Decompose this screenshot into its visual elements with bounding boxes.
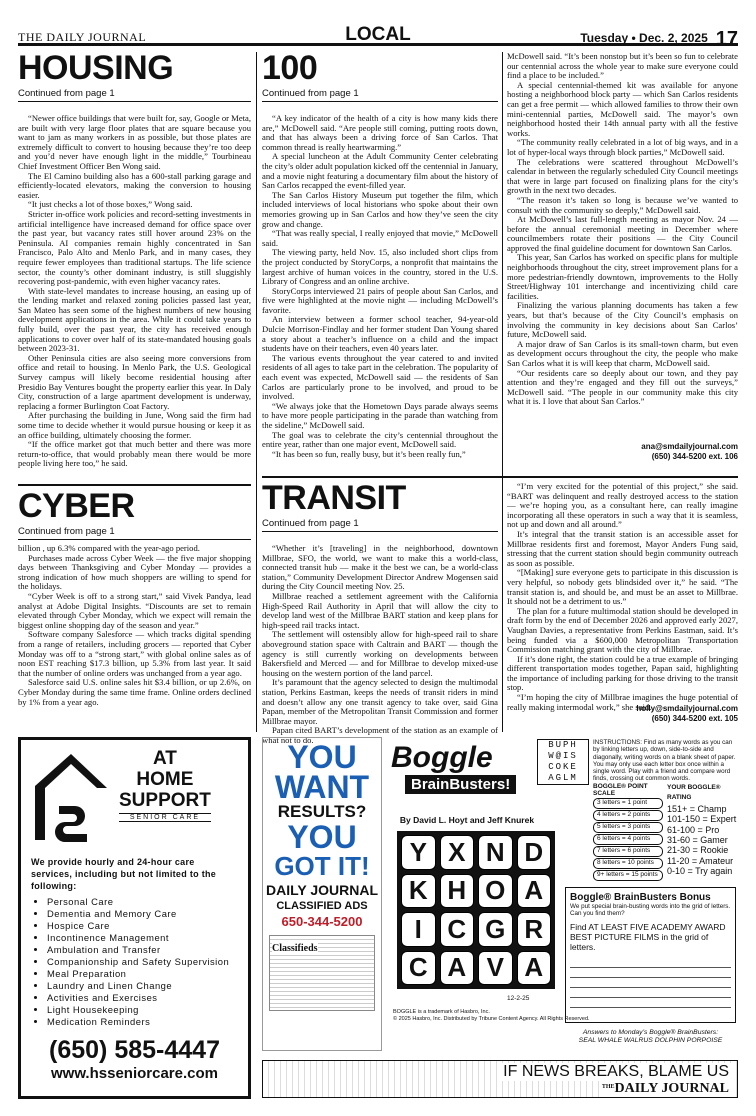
grid-row: AGLM bbox=[548, 773, 578, 783]
paragraph: StoryCorps interviewed 21 pairs of people about San Carlos, and five were highlighted at the movie night — including McDowell’s favorite. bbox=[262, 285, 498, 315]
paragraph: The viewing party, held Nov. 15, also included short clips from the project conducted by StoryCorps, a nonprofit that maintains the largest archive of human voices in the country, stored in the U.S. Library of Congress and an online archive. bbox=[262, 247, 498, 287]
rating-scale bbox=[667, 783, 739, 877]
grid-row: COKE bbox=[548, 762, 578, 772]
centennial-signature bbox=[507, 442, 738, 462]
point-row: 8 letters = 10 points bbox=[593, 858, 663, 869]
centennial-article-continued bbox=[507, 52, 738, 462]
paragraph: The goal was to celebrate the city’s centennial throughout the entire year, rather than one major event, McDowell said. bbox=[262, 429, 498, 450]
rating-row: 101-150 = Expert bbox=[667, 814, 737, 825]
centennial-body bbox=[262, 114, 498, 489]
boggle-byline: By David L. Hoyt and Jeff Knurek bbox=[399, 815, 535, 825]
transit-article bbox=[262, 479, 498, 745]
section-name: LOCAL bbox=[345, 24, 411, 45]
footer-ad-brand bbox=[600, 1081, 731, 1097]
boggle-bonus bbox=[565, 887, 736, 1023]
ad-line: GOT IT! bbox=[274, 851, 370, 881]
boggle-letter: V bbox=[478, 951, 513, 986]
transit-continued: Continued from page 1 bbox=[262, 518, 359, 529]
transit-article-continued bbox=[507, 482, 738, 724]
divider bbox=[262, 476, 738, 478]
transit-headline: TRANSIT bbox=[262, 479, 406, 517]
transit-body bbox=[262, 543, 498, 745]
ad-brand-line: AT bbox=[152, 748, 177, 769]
senior-care-ad[interactable] bbox=[18, 737, 251, 1099]
trademark: BOGGLE is a trademark of Hasbro, Inc. bbox=[393, 1009, 490, 1015]
paragraph: A major draw of San Carlos is its small-town charm, but even as development occurs throughout the city, the people who make San Carlos what it is will keep that charm, McDowell said. bbox=[507, 338, 738, 368]
paragraph: “Cyber Week is off to a strong start,” said Vivek Pandya, lead analyst at Adobe Digital Insights. “Discounts are set to remain elevated through Cyber Monday, which we expect will remain the biggest online shopping day of the season and year.” bbox=[18, 590, 251, 630]
paragraph: If it’s done right, the station could be a true example of bringing different transportation modes together, Papan said, highlighting the importance of including parking for those driving to the transit stop. bbox=[507, 653, 738, 693]
centennial-body-2 bbox=[507, 52, 738, 430]
paragraph: A special luncheon at the Adult Community Center celebrating the city’s older adult population kicked off the centennial in January, and a movie night featuring a documentary film about the history of San Carlos recapped the event-filled year. bbox=[262, 151, 498, 191]
copyright: © 2025 Hasbro, Inc. Distributed by Tribune Content Agency. All Rights Reserved. bbox=[393, 1016, 590, 1022]
paragraph: “We always joke that the Hometown Days parade always seems to have more people participating in the parade than watching from the sideline,” McDowell said. bbox=[262, 400, 498, 430]
divider bbox=[18, 484, 251, 486]
list-item: • Hospice Care bbox=[47, 920, 238, 932]
footer-ad-tagline: IF NEWS BREAKS, BLAME US bbox=[503, 1063, 729, 1080]
list-item: • Dementia and Memory Care bbox=[47, 908, 238, 920]
ad-brand-line: HOME bbox=[136, 769, 194, 790]
boggle-letter: G bbox=[478, 912, 513, 947]
rating-row: 31-60 = Gamer bbox=[667, 835, 728, 846]
rating-row: 21-30 = Rookie bbox=[667, 845, 729, 856]
housing-article bbox=[18, 49, 251, 489]
rating-row: 0-10 = Try again bbox=[667, 866, 733, 877]
ad-website[interactable]: www.hsseniorcare.com bbox=[50, 1065, 218, 1082]
rating-head: YOUR BOGGLE® RATING bbox=[667, 784, 721, 802]
ad-line: YOU bbox=[287, 739, 357, 775]
paragraph: “If the office market got that much better and there was more return-to-office, that would probably mean there would be more people living here too,” he said. bbox=[18, 439, 251, 469]
paragraph: This year, San Carlos has worked on specific plans for multiple neighborhoods throughout the city, street improvement plans for a more pedestrian-friendly downtown, improvements to the Holly Street/Highway 101 interchange and incentivizing child care facilities. bbox=[507, 252, 738, 301]
paragraph: After purchasing the building in June, Wong said the firm had some time to decide whether it would pursue housing or keep it as an office building, ultimately choosing the former. bbox=[18, 410, 251, 440]
author-phone: (650) 344-5200 ext. 106 bbox=[651, 452, 738, 461]
page-header bbox=[18, 10, 738, 50]
author-phone: (650) 344-5200 ext. 105 bbox=[651, 714, 738, 723]
paragraph: It’s integral that the transit station is an accessible asset for Millbrae residents first and foremost, Mayor Anders Fung said, stressing that the current station should begin community outreach as soon as possible. bbox=[507, 528, 738, 568]
centennial-article bbox=[262, 49, 498, 489]
paragraph: Stricter in-office work policies and record-setting investments in artificial intelligence have increased demand for office space over the past year, but vacancy rates still hover around 23% on the Peninsula. AI companies remain highly concentrated in San Francisco, Palo Alto and Menlo Park, and in many cases, they require fewer employees than traditional startups. The life science sector, the county’s other dominant industry, is still sluggishly recovering post-pandemic, with even higher vacancy rates. bbox=[18, 208, 251, 287]
ad-intro: We provide hourly and 24-hour care services, including but not limited to the following: bbox=[31, 857, 217, 891]
house-logo-icon bbox=[31, 748, 111, 848]
column-rule bbox=[502, 52, 503, 732]
paragraph: Finalizing the various planning documents has taken a few years, but that’s because of the City Council’s emphasis on involving the community in key decisions about San Carlos’ future, McDowell said. bbox=[507, 300, 738, 340]
ad-phone[interactable]: (650) 585-4447 bbox=[49, 1036, 220, 1064]
paragraph: “A key indicator of the health of a city is how many kids there are,” McDowell said. “Are people still coming, putting roots down, and that has always been a driving force of San Carlos. That common thread is really heartwarming.” bbox=[262, 113, 498, 152]
paragraph: The settlement will ostensibly allow for high-speed rail to share aboveground station space with Caltrain and BART — though the agency is still currently working on developments between Bakersfield and Merced — and for Millbrae to develop mixed-use housing on the western portion of the land parcel. bbox=[262, 629, 498, 678]
paragraph: Purchases made across Cyber Week — the five major shopping days between Thanksgiving and Cyber Monday — provides a strong indication of how much shoppers are willing to spend for the holidays. bbox=[18, 552, 251, 592]
paragraph: Salesforce said U.S. online sales hit $3.4 billion, or up 2.6%, on Cyber Monday during the same time frame. Online orders declined by 1% from a year ago. bbox=[18, 677, 251, 707]
cyber-body bbox=[18, 544, 251, 736]
brand-name: DAILY JOURNAL bbox=[614, 1081, 729, 1096]
paragraph: “Our residents care so deeply about our town, and they pay attention and they’re engaged and they fill out the surveys,” McDowell said. “The people in our community make this city what it is. I love that about San Carlos.” bbox=[507, 367, 738, 407]
ad-brand-line: SUPPORT bbox=[119, 790, 211, 811]
paragraph: The plan for a future multimodal station should be developed in draft form by the end of December 2026 and approved early 2027, Vaughan Davies, a representative from Perkins Eastman, said. It’s being funded via a $600,000 Metropolitan Transportation Commission matching grant with the city of Millbrae. bbox=[507, 605, 738, 655]
boggle-date: 12-2-25 bbox=[507, 995, 530, 1002]
ad-phone: 650-344-5200 bbox=[281, 914, 363, 929]
boggle-legal bbox=[393, 1009, 590, 1023]
answers-list: SEAL WHALE WALRUS DOLPHIN PORPOISE bbox=[578, 1037, 723, 1044]
list-item: • Activities and Exercises bbox=[47, 992, 238, 1004]
paper-name: THE DAILY JOURNAL bbox=[18, 30, 147, 44]
paragraph: It’s paramount that the agency selected to design the multimodal station, Perkins Eastman, keeps the needs of transit riders in mind and doesn’t allow any one transit agency to take over, said Gina Papan, member of the Metropolitan Transit Commission and former Millbrae mayor. bbox=[262, 677, 498, 726]
rating-row: 151+ = Champ bbox=[667, 803, 727, 814]
cyber-continued: Continued from page 1 bbox=[18, 526, 115, 537]
boggle-mini-grid bbox=[537, 739, 589, 785]
list-item: • Laundry and Linen Change bbox=[47, 980, 238, 992]
classified-thumbnail bbox=[269, 935, 375, 1011]
boggle-letter: H bbox=[440, 874, 475, 909]
boggle-letter: D bbox=[517, 835, 552, 870]
ad-brand-tagline: SENIOR CARE bbox=[119, 813, 211, 822]
author-email[interactable]: ana@smdailyjournal.com bbox=[641, 442, 738, 451]
point-scale-head: BOGGLE® POINT SCALE bbox=[593, 783, 648, 797]
paragraph: Software company Salesforce — which tracks digital spending from a range of retailers, including grocers — reported that Cyber Monday was off to a “strong start,” with global online sales as of noon EST reaching $17.3 billion, up 5.3% from last year. It said that the number of online orders was unchanged from a year ago. bbox=[18, 629, 251, 678]
housing-body bbox=[18, 114, 251, 489]
boggle-logo-text: Boggle bbox=[391, 741, 493, 774]
answers-head: Answers to Monday’s Boggle® BrainBusters: bbox=[582, 1029, 719, 1036]
rating-row: 61-100 = Pro bbox=[667, 824, 720, 835]
boggle-letter: A bbox=[440, 951, 475, 986]
ad-services-list bbox=[47, 896, 238, 1028]
paragraph: The various events throughout the year catered to and invited residents of all ages to take part in the celebration. The popularity of each event was expected, McDowell said — the residents of San Carlos are particularly prone to be involved, and proud to be involved. bbox=[262, 352, 498, 402]
grid-row: BUPH bbox=[548, 740, 578, 750]
point-row: 9+ letters = 15 points bbox=[593, 870, 663, 881]
paragraph: “[Making] sure everyone gets to participate in this discussion is very helpful, so nobody gets blindsided over it,” he said. “The transit station is, and should be, and must be an asset to Millbrae. It should not be a detriment to us.” bbox=[507, 567, 738, 607]
paragraph: “Newer office buildings that were built for, say, Google or Meta, are built with very large floor plates that are square because you want to jam as many workers in as possible, but those plates are extremely difficult to convert to housing because they’re too deep and you’d never have enough light in the middle,” Tourbineau Chief Investment Officer Ben Wong said. bbox=[18, 113, 251, 171]
list-item: • Medication Reminders bbox=[47, 1016, 238, 1028]
boggle-letter: C bbox=[440, 912, 475, 947]
cyber-article bbox=[18, 487, 251, 736]
ad-line: WANT bbox=[274, 769, 370, 805]
housing-headline: HOUSING bbox=[18, 49, 174, 87]
paragraph: “The reason it’s taken so long is because we’ve wanted to consult with the community so deeply,” McDowell said. bbox=[507, 194, 738, 215]
list-item: • Ambulation and Transfer bbox=[47, 944, 238, 956]
brand-the: THE bbox=[601, 1084, 615, 1090]
boggle-letter: I bbox=[401, 912, 436, 947]
boggle-letter: C bbox=[401, 951, 436, 986]
point-row: 7 letters = 6 points bbox=[593, 846, 663, 857]
paragraph: A special centennial-themed kit was available for anyone hosting a neighborhood block party — which San Carlos residents can get a free permit — which allowed families to throw their own mini-centennial parties, McDowell said. The mayor’s own neighborhood hosted their 14th annual party with all the festive works. bbox=[507, 79, 738, 138]
list-item: • Incontinence Management bbox=[47, 932, 238, 944]
ad-line: CLASSIFIED ADS bbox=[276, 900, 368, 912]
ad-line: RESULTS? bbox=[277, 802, 367, 821]
paragraph: “I’m very excited for the potential of this project,” she said. “BART was delinquent and really destroyed access to the station — we’re hoping you, as a consultant here, can really imagine incorporating all these operators in such a way that it is seamless, not up and down and all around.” bbox=[507, 481, 738, 530]
bonus-task: Find AT LEAST FIVE ACADEMY AWARD BEST PICTURE FILMS in the grid of letters. bbox=[570, 921, 726, 952]
page-date: Tuesday • Dec. 2, 2025 17 bbox=[580, 28, 738, 50]
point-row: 5 letters = 3 points bbox=[593, 822, 663, 833]
paragraph: The celebrations were scattered throughout McDowell’s calendar in between the regularly scheduled City Council meetings that were in large part focused on finalizing plans for the city’s growth in the next two decades. bbox=[507, 156, 738, 196]
point-row: 4 letters = 2 points bbox=[593, 810, 663, 821]
boggle-subtitle: BrainBusters! bbox=[405, 775, 516, 794]
point-scale bbox=[593, 783, 663, 881]
boggle-instructions: INSTRUCTIONS: Find as many words as you can by linking letters up, down, side-to-side and diagonally, writing words on a blank sheet of paper. You may only use each letter box once within a single word. Play with a friend and compare word finds, crossing out common words. bbox=[593, 739, 736, 783]
point-row: 6 letters = 4 points bbox=[593, 834, 663, 845]
boggle-letter: X bbox=[440, 835, 475, 870]
point-row: 3 letters = 1 point bbox=[593, 798, 663, 809]
paragraph: billion , up 6.3% compared with the year-ago period. bbox=[18, 543, 200, 553]
paragraph: “That was really special, I really enjoyed that movie,” McDowell said. bbox=[262, 228, 498, 248]
page-number: 17 bbox=[715, 28, 738, 50]
paragraph: McDowell said. “It’s been nonstop but it’s been so fun to celebrate our centennial across the whole year to make sure everyone could find a place to be included.” bbox=[507, 51, 738, 81]
paragraph: Millbrae reached a settlement agreement with the California High-Speed Rail Authority in April that will allow the city to develop land west of the Millbrae BART station and keep plans for high-speed rail tracks intact. bbox=[262, 590, 498, 630]
classified-ad[interactable] bbox=[262, 737, 382, 1051]
answer-lines bbox=[570, 958, 731, 1008]
ad-line: YOU bbox=[287, 819, 357, 855]
cyber-headline: CYBER bbox=[18, 487, 135, 525]
bonus-title: Boggle® BrainBusters Bonus bbox=[570, 892, 711, 903]
rating-row: 11-20 = Amateur bbox=[667, 855, 734, 866]
paragraph: “I’m hoping the city of Millbrae imagines the huge potential of really making intermodal work,” she said. bbox=[507, 692, 738, 712]
paragraph: “It just checks a lot of those boxes,” Wong said. bbox=[28, 199, 193, 210]
thumbnail-title: Classifieds bbox=[272, 943, 318, 954]
housing-continued: Continued from page 1 bbox=[18, 88, 115, 99]
centennial-headline: 100 bbox=[262, 49, 318, 87]
list-item: • Meal Preparation bbox=[47, 968, 238, 980]
boggle-letter: R bbox=[517, 912, 552, 947]
paragraph: An interview between a former school teacher, 94-year-old Dulcie Morrison-Findlay and her former student Dan Young shared a story about a teacher’s influence on a child and the impact students have on their teachers, even 40 years later. bbox=[262, 314, 498, 354]
bonus-sub: We put special brain-busting words into the grid of letters. Can you find them? bbox=[570, 903, 731, 918]
paragraph: Papan cited BART’s development of the station as an example of what not to do. bbox=[262, 725, 498, 745]
paragraph: Other Peninsula cities are also seeing more conversions from office and retail to housing. In Menlo Park, the U.S. Geological Survey campus will likely become residential housing after Presidio Bay Ventures bought the property earlier this year. In Daly City, construction of a large apartment development is underway, replacing a former Burlington Coat Factory. bbox=[18, 352, 251, 411]
author-email[interactable]: holly@smdailyjournal.com bbox=[636, 704, 738, 713]
paragraph: The San Carlos History Museum put together the film, which included interviews of local historians who spoke about their own memories growing up in San Carlos and how they’ve seen the city grow and change. bbox=[262, 189, 498, 229]
paragraph: “It has been so fun, really busy, but it’s been really fun,” bbox=[272, 448, 466, 459]
footer-ad[interactable] bbox=[262, 1060, 738, 1098]
boggle-answers bbox=[565, 1029, 736, 1045]
boggle-grid bbox=[397, 831, 555, 989]
boggle-puzzle bbox=[387, 737, 738, 1051]
boggle-letter: K bbox=[401, 874, 436, 909]
list-item: • Light Housekeeping bbox=[47, 1004, 238, 1016]
boggle-letter: A bbox=[517, 951, 552, 986]
paragraph: “The community really celebrated in a lot of big ways, and in a lot of hyper-local ways through block parties,” McDowell said. bbox=[507, 137, 738, 157]
boggle-letter: O bbox=[478, 874, 513, 909]
list-item: • Companionship and Safety Supervision bbox=[47, 956, 238, 968]
boggle-letter: A bbox=[517, 874, 552, 909]
paragraph: The El Camino building also has a 600-stall parking garage and efficiently-located elevators, making the conversion to housing easier. bbox=[18, 170, 251, 200]
centennial-continued: Continued from page 1 bbox=[262, 88, 359, 99]
paragraph: With state-level mandates to increase housing, an easing up of the lending market and relaxed zoning policies passed last year, San Mateo has seen some of the highest numbers of new housing development applications in the area. While it could take years to fully build, over the past year, the city has received enough applications to cover over half of its state-mandated housing goals between 2023-31. bbox=[18, 285, 251, 354]
paragraph: At McDowell’s last full-length meeting as mayor Nov. 24 — before the annual ceremonial meeting in December where councilmembers rotate their positions — the City Council approved the final guideline document for downtown San Carlos. bbox=[507, 214, 738, 253]
paragraph: “Whether it’s [traveling] in the neighborhood, downtown Millbrae, SFO, the world, we want to make this a world-class, connected transit hub — make it the best we can, be a world-class station,” Community Development Director Andrew Mogensen said during the City Council meeting Nov. 25. bbox=[262, 543, 498, 592]
list-item: • Personal Care bbox=[47, 896, 238, 908]
column-rule bbox=[256, 52, 257, 732]
ad-line: DAILY JOURNAL bbox=[265, 882, 379, 898]
boggle-logo bbox=[391, 743, 531, 801]
boggle-letter: N bbox=[478, 835, 513, 870]
grid-row: W@IS bbox=[548, 751, 578, 761]
boggle-letter: Y bbox=[401, 835, 436, 870]
